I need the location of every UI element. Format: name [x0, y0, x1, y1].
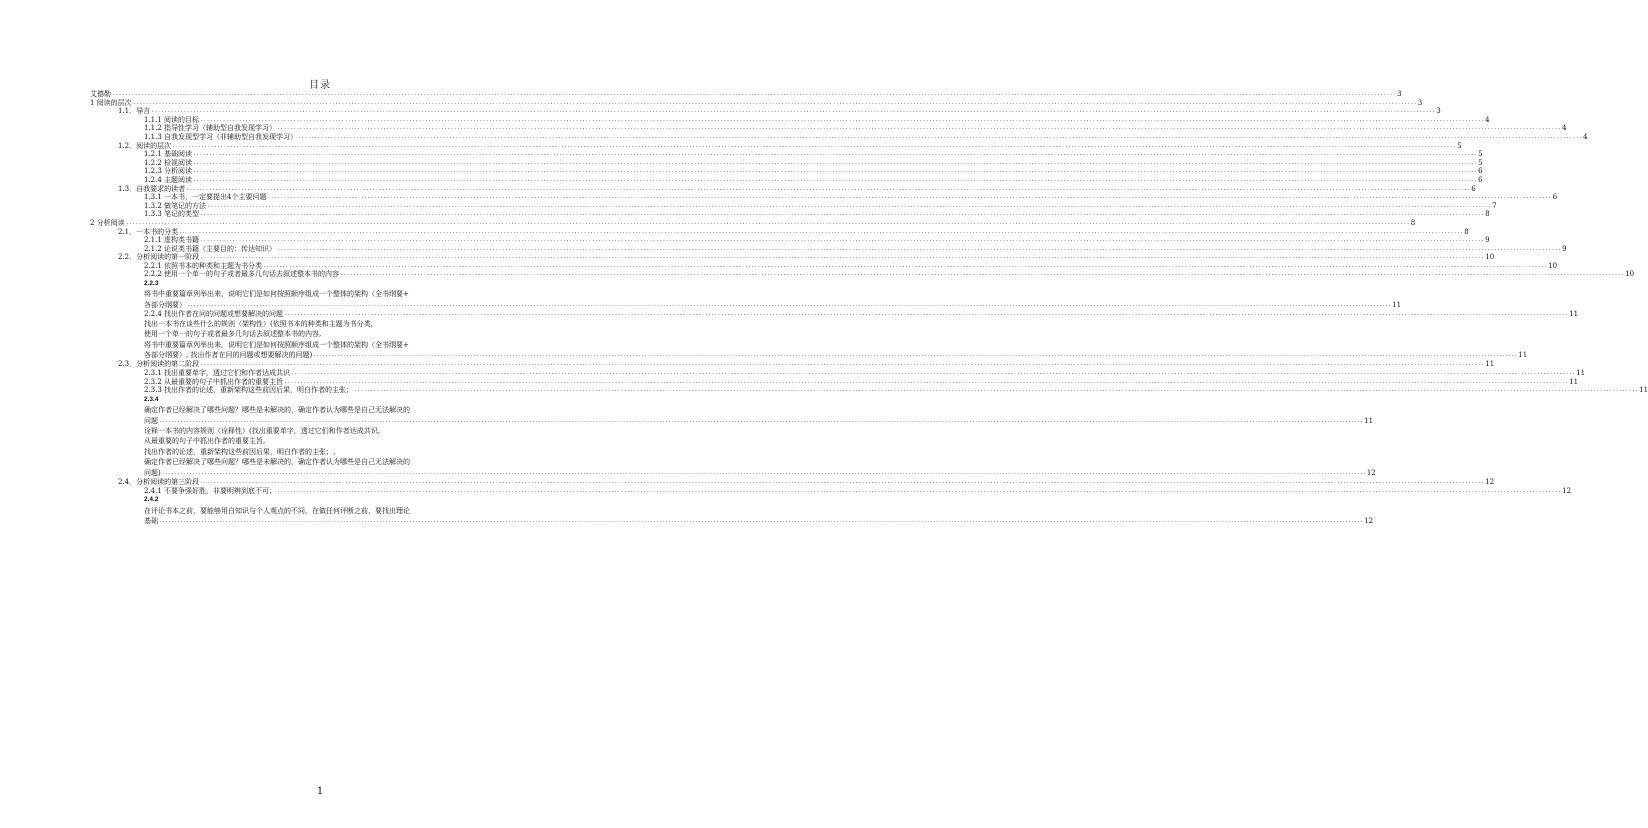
dot-leader: ................................................................................................................................................................................................................................................................................................................................................................................................................: [200, 116, 1485, 123]
toc-entry[interactable]: [90, 227, 1469, 237]
toc-page-number: 3: [1417, 98, 1423, 107]
toc-entry-2-3-4[interactable]: [90, 395, 1374, 426]
toc-entry-text: 将书中重要篇章列举出来，说明它们是如何按照顺序组成一个整体的架构（全书纲要+: [144, 340, 409, 349]
dot-leader: ................................................................................................................................................................................................................................................................................................................................................................................................................: [161, 469, 1366, 476]
dot-leader: ................................................................................................................................................................................................................................................................................................................................................................................................................: [112, 91, 1397, 97]
toc-page-number: 11: [1569, 310, 1579, 319]
toc-title: 目录: [309, 80, 331, 91]
dot-leader: ................................................................................................................................................................................................................................................................................................................................................................................................................: [277, 245, 1562, 252]
dot-leader: ................................................................................................................................................................................................................................................................................................................................................................................................................: [200, 361, 1485, 368]
toc-entry-label: 1.3.3 笔记的类型: [144, 210, 200, 219]
toc-entry-text: 问题): [144, 468, 161, 477]
toc-entry-label: 艾德勒: [90, 90, 111, 98]
toc-entry[interactable]: [90, 270, 1635, 279]
dot-leader: ................................................................................................................................................................................................................................................................................................................................................................................................................: [125, 219, 1410, 226]
toc-page-number: 11: [1576, 369, 1586, 378]
toc-page-number: 11: [1639, 386, 1648, 395]
toc-entry-label: 2.3.3 找出作者的论述，重新架构这些前因后果，明白作者的主张；: [144, 386, 354, 395]
toc-entry[interactable]: [90, 98, 1423, 108]
toc-entry-label: 1.3．自我要求的读者: [118, 184, 186, 193]
toc-entry-2-2-summary[interactable]: [90, 319, 1528, 361]
toc-entry[interactable]: [90, 478, 1495, 487]
toc-page-number: 8: [1410, 218, 1416, 227]
toc-entry-text: 使用一个单一的句子或者最多几句话去叙述整本书的内容,: [144, 330, 322, 339]
toc-entry-2-4-2[interactable]: [90, 495, 1374, 526]
toc-entry-label: 2.3．分析阅读的第二阶段: [118, 360, 200, 369]
toc-entry-number: 2.3.4: [144, 395, 159, 403]
toc-entry-label: 1.2.3 分析阅读: [144, 167, 193, 176]
table-of-contents: [90, 90, 1648, 526]
toc-entry-label: 2.1.2 论说类书籍（主要目的：传达知识）: [144, 244, 277, 253]
dot-leader: ................................................................................................................................................................................................................................................................................................................................................................................................................: [132, 99, 1417, 106]
toc-entry-text: 在评论书本之前，要能够用白知识与个人观点的不同，在做任何评断之前，要找出理论: [144, 506, 410, 515]
toc-page-number: 6: [1478, 175, 1483, 184]
toc-entry-label: 2.2.2 使用一个单一的句子或者最多几句话去叙述整本书的内容: [144, 270, 340, 279]
toc-entry-text: 找出一本书在谈些什么的规则（架构性）(依照书本的种类和主题为书分类,: [144, 319, 373, 328]
dot-leader: ................................................................................................................................................................................................................................................................................................................................................................................................................: [277, 487, 1562, 494]
toc-entry-label: 2.4.1 不要争强好胜，非要明辨到底不可；: [144, 486, 277, 495]
toc-entry[interactable]: [90, 141, 1462, 151]
toc-page-number: 4: [1485, 115, 1490, 124]
dot-leader: ................................................................................................................................................................................................................................................................................................................................................................................................................: [340, 271, 1625, 278]
dot-leader: ................................................................................................................................................................................................................................................................................................................................................................................................................: [200, 211, 1485, 218]
toc-entry-text: 诠释一本书的内容规则（诠释性）(找出重要单字，透过它们和作者达成共识,: [144, 427, 380, 436]
toc-entry-label: 2 分析阅读: [90, 218, 125, 227]
toc-entry-label: 2.1．一本书的分类: [118, 227, 179, 236]
toc-page-number: 12: [1364, 517, 1374, 526]
toc-entry[interactable]: [90, 360, 1495, 369]
toc-entry-label: 1.1.2 指导性学习（辅助型自我发现学习）: [144, 124, 277, 133]
toc-entry[interactable]: [90, 218, 1416, 228]
toc-page-number: 3: [1397, 90, 1402, 98]
toc-entry-2-2-3[interactable]: [90, 279, 1402, 310]
toc-entry-label: 1.2.4 主题阅读: [144, 175, 193, 184]
toc-entry[interactable]: [90, 90, 1402, 99]
toc-entry[interactable]: [90, 236, 1490, 245]
toc-entry[interactable]: [90, 132, 1588, 142]
toc-page-number: 8: [1485, 210, 1490, 219]
dot-leader: ................................................................................................................................................................................................................................................................................................................................................................................................................: [263, 262, 1548, 269]
toc-page-number: 4: [1583, 132, 1588, 141]
toc-entry-text: 找出作者的论述，重新架构这些前因后果，明白作者的主张；,: [144, 447, 336, 456]
dot-leader: ................................................................................................................................................................................................................................................................................................................................................................................................................: [200, 254, 1485, 261]
toc-entry-label: 1.2.1 基础阅读: [144, 150, 193, 159]
toc-page-number: 10: [1625, 270, 1635, 279]
toc-entry[interactable]: [90, 369, 1586, 378]
toc-entry-label: 1 阅读的层次: [90, 98, 132, 107]
toc-page-number: 6: [1478, 167, 1483, 176]
toc-entry-label: 2.1.1 虚构类书籍: [144, 236, 200, 245]
toc-entry-label: 2.2.1 依照书本的种类和主题为书分类: [144, 261, 263, 270]
toc-entry[interactable]: [90, 386, 1648, 395]
toc-entry-text: 问题: [144, 416, 158, 425]
toc-entry-text: 各部分纲要）: [144, 300, 186, 309]
dot-leader: ................................................................................................................................................................................................................................................................................................................................................................................................................: [187, 301, 1392, 308]
toc-entry-2-2-4[interactable]: [90, 310, 1579, 319]
toc-page-number: 9: [1562, 244, 1567, 253]
dot-leader: ................................................................................................................................................................................................................................................................................................................................................................................................................: [159, 417, 1364, 424]
toc-entry-label: 2.2.4 找出作者在问的问题或想要解决的问题: [144, 310, 284, 319]
toc-entry[interactable]: [90, 486, 1572, 496]
toc-entry-text: 确定作者已经解决了哪些问题？哪些是未解决的，确定作者认为哪些是自己无法解决的: [144, 458, 410, 467]
toc-entry-label: 1.3.1 一本书，一定要提出4个主要问题: [144, 193, 267, 202]
toc-page-number: 4: [1562, 124, 1567, 133]
toc-page-number: 11: [1392, 300, 1402, 309]
toc-page-number: 9: [1485, 236, 1490, 245]
dot-leader: ................................................................................................................................................................................................................................................................................................................................................................................................................: [193, 176, 1478, 183]
dot-leader: ................................................................................................................................................................................................................................................................................................................................................................................................................: [277, 125, 1562, 132]
toc-page-number: 11: [1518, 351, 1528, 360]
dot-leader: ................................................................................................................................................................................................................................................................................................................................................................................................................: [172, 142, 1457, 149]
toc-entry[interactable]: [90, 184, 1476, 194]
toc-entry-label: 1.2．阅读的层次: [118, 141, 172, 150]
toc-entry-text: 将书中重要篇章列举出来，说明它们是如何按照顺序组成一个整体的架构（全书纲要+: [144, 290, 409, 299]
toc-entry-label: 2.3.2 从最重要的句子中抓出作者的重要主旨: [144, 377, 284, 386]
toc-entry-text: 确定作者已经解决了哪些问题？哪些是未解决的，确定作者认为哪些是自己无法解决的: [144, 406, 410, 415]
dot-leader: ................................................................................................................................................................................................................................................................................................................................................................................................................: [179, 228, 1464, 235]
toc-entry[interactable]: [90, 124, 1567, 133]
toc-page-number: 10: [1548, 261, 1558, 270]
dot-leader: ................................................................................................................................................................................................................................................................................................................................................................................................................: [193, 151, 1478, 158]
toc-page-number: 8: [1464, 227, 1469, 236]
dot-leader: ................................................................................................................................................................................................................................................................................................................................................................................................................: [313, 352, 1518, 359]
dot-leader: ................................................................................................................................................................................................................................................................................................................................................................................................................: [267, 194, 1552, 201]
toc-entry[interactable]: [90, 377, 1579, 387]
page-number: 1: [316, 786, 324, 797]
toc-entry-label: 1.1.1 阅读的目标: [144, 115, 200, 124]
toc-entry-label: 1.2.2 检视阅读: [144, 158, 193, 167]
toc-page-number: 12: [1366, 468, 1376, 477]
dot-leader: ................................................................................................................................................................................................................................................................................................................................................................................................................: [193, 168, 1478, 175]
toc-entry[interactable]: [90, 210, 1490, 219]
toc-entry-label: 1.1．导言: [118, 107, 151, 116]
toc-page-number: 3: [1436, 107, 1441, 116]
dot-leader: ................................................................................................................................................................................................................................................................................................................................................................................................................: [284, 378, 1569, 385]
toc-entry-2-3-summary[interactable]: [90, 426, 1376, 478]
toc-entry-number: 2.2.3: [144, 280, 159, 288]
dot-leader: ................................................................................................................................................................................................................................................................................................................................................................................................................: [193, 159, 1478, 166]
toc-entry[interactable]: [90, 193, 1558, 202]
toc-entry-number: 2.4.2: [144, 496, 159, 504]
toc-entry[interactable]: [90, 167, 1483, 176]
toc-page-number: 12: [1562, 486, 1572, 495]
toc-entry-label: 1.3.2 做笔记的方法: [144, 201, 207, 210]
toc-entry-text: 从最重要的句子中抓出作者的重要主旨,: [144, 437, 266, 446]
toc-entry-text: 各部分纲要）, 找出作者在问的问题或想要解决的问题): [144, 351, 313, 360]
dot-leader: ................................................................................................................................................................................................................................................................................................................................................................................................................: [200, 479, 1485, 486]
dot-leader: ................................................................................................................................................................................................................................................................................................................................................................................................................: [354, 387, 1639, 394]
toc-page-number: 10: [1485, 253, 1495, 262]
toc-entry[interactable]: [90, 175, 1483, 185]
toc-page-number: 5: [1478, 150, 1483, 159]
toc-entry-label: 1.1.3 自我发现型学习（非辅助型自我发现学习）: [144, 132, 298, 141]
toc-page-number: 5: [1457, 141, 1462, 150]
toc-page-number: 5: [1478, 158, 1483, 167]
toc-entry-label: 2.3.1 找出重要单字，透过它们和作者达成共识: [144, 369, 291, 378]
toc-entry-label: 2.4．分析阅读的第三阶段: [118, 478, 200, 487]
toc-page-number: 6: [1552, 193, 1558, 202]
toc-entry-label: 2.2．分析阅读的第一阶段: [118, 253, 200, 262]
dot-leader: ................................................................................................................................................................................................................................................................................................................................................................................................................: [186, 185, 1471, 192]
dot-leader: ................................................................................................................................................................................................................................................................................................................................................................................................................: [298, 133, 1583, 140]
dot-leader: ................................................................................................................................................................................................................................................................................................................................................................................................................: [284, 311, 1569, 318]
toc-entry[interactable]: [90, 150, 1483, 159]
toc-entry-text: 基础: [144, 517, 158, 526]
toc-entry[interactable]: [90, 107, 1441, 116]
toc-page-number: 11: [1364, 416, 1374, 425]
toc-entry[interactable]: [90, 253, 1495, 262]
toc-page-number: 11: [1569, 377, 1579, 386]
dot-leader: ................................................................................................................................................................................................................................................................................................................................................................................................................: [159, 518, 1364, 525]
dot-leader: ................................................................................................................................................................................................................................................................................................................................................................................................................: [151, 108, 1436, 115]
toc-page-number: 12: [1485, 478, 1495, 487]
dot-leader: ................................................................................................................................................................................................................................................................................................................................................................................................................: [207, 202, 1492, 209]
toc-page-number: 7: [1492, 201, 1497, 210]
dot-leader: ................................................................................................................................................................................................................................................................................................................................................................................................................: [200, 237, 1485, 244]
dot-leader: ................................................................................................................................................................................................................................................................................................................................................................................................................: [291, 370, 1576, 377]
toc-entry[interactable]: [90, 244, 1567, 254]
toc-page-number: 11: [1485, 360, 1495, 369]
toc-page-number: 6: [1471, 184, 1476, 193]
